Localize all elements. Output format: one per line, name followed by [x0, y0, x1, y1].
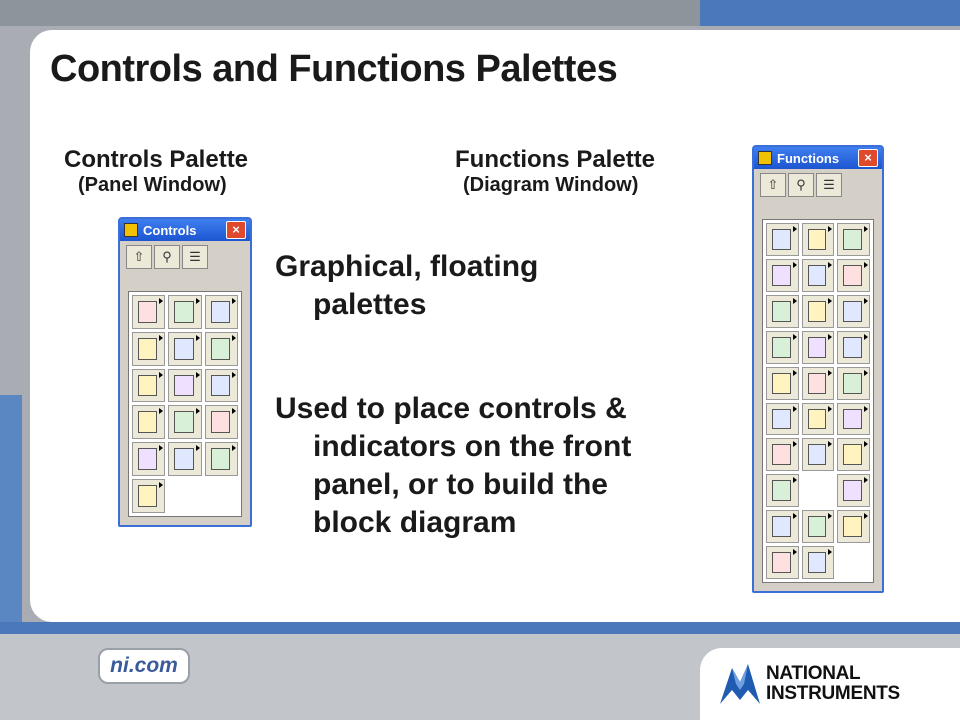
array-cluster-icon[interactable]	[132, 332, 165, 366]
fpga-icon[interactable]	[802, 546, 835, 579]
time-dialog-icon[interactable]	[802, 295, 835, 328]
user-libraries-icon[interactable]	[837, 474, 870, 507]
boolean-controls-icon[interactable]	[168, 295, 201, 329]
top-bar-accent	[700, 0, 960, 26]
activex-icon[interactable]	[205, 405, 238, 439]
functions-window-title: Functions	[777, 150, 840, 166]
bullet-2	[275, 390, 725, 542]
classic-controls-icon[interactable]	[168, 405, 201, 439]
analyze-icon[interactable]	[837, 331, 870, 364]
decorations-icon[interactable]	[132, 442, 165, 476]
database-icon[interactable]	[802, 510, 835, 543]
ni-brand-text	[766, 664, 900, 704]
bullet-1-line2: palettes	[313, 288, 427, 321]
ni-brand-line2: INSTRUMENTS	[766, 683, 900, 704]
controls-grid	[128, 291, 242, 517]
bullet-1	[275, 248, 725, 324]
functions-heading-text: Functions Palette	[455, 146, 656, 173]
controls-palette-window[interactable]	[118, 217, 252, 527]
list-table-icon[interactable]	[168, 332, 201, 366]
waveform-icon[interactable]	[802, 331, 835, 364]
empty-cell	[205, 479, 238, 513]
instrument-io-icon[interactable]	[766, 367, 799, 400]
dialog-controls-icon[interactable]	[132, 405, 165, 439]
io-icon[interactable]	[168, 369, 201, 403]
array-functions-icon[interactable]	[802, 259, 835, 292]
application-control-icon[interactable]	[766, 510, 799, 543]
bullet-2-line1: Used to place controls &	[275, 392, 627, 425]
communication-icon[interactable]	[802, 403, 835, 436]
real-time-icon[interactable]	[766, 546, 799, 579]
ring-enum-icon[interactable]	[132, 369, 165, 403]
string-path-icon[interactable]	[205, 295, 238, 329]
controls-toolbar	[120, 241, 250, 273]
up-arrow-icon[interactable]: ⇧	[760, 173, 786, 197]
empty-cell	[168, 479, 201, 513]
palette-icon	[124, 223, 138, 237]
bullet-2-line2: indicators on the front	[313, 430, 632, 463]
select-control-icon[interactable]	[168, 442, 201, 476]
select-vi-icon[interactable]	[766, 474, 799, 507]
internet-controls-icon[interactable]	[132, 479, 165, 513]
search-icon[interactable]: ⚲	[154, 245, 180, 269]
empty-cell	[837, 546, 870, 579]
graph-icon[interactable]	[205, 332, 238, 366]
controls-heading-text: Controls Palette	[64, 146, 249, 173]
up-arrow-icon[interactable]: ⇧	[126, 245, 152, 269]
file-io-icon[interactable]	[837, 295, 870, 328]
string-functions-icon[interactable]	[766, 259, 799, 292]
functions-palette-heading	[455, 146, 655, 197]
page-title: Controls and Functions Palettes	[50, 48, 618, 90]
report-generation-icon[interactable]	[802, 438, 835, 471]
numeric-controls-icon[interactable]	[132, 295, 165, 329]
bottom-accent-strip	[0, 622, 960, 634]
functions-subheading: (Diagram Window)	[463, 174, 639, 196]
nicom-link[interactable]: ni.com	[98, 648, 190, 684]
comparison-icon[interactable]	[766, 295, 799, 328]
tutorial-icon[interactable]	[766, 438, 799, 471]
functions-grid	[762, 219, 874, 583]
options-icon[interactable]: ☰	[816, 173, 842, 197]
functions-title-bar[interactable]	[754, 147, 882, 169]
ni-brand-line1: NATIONAL	[766, 663, 861, 684]
ni-eagle-logo-icon	[718, 660, 762, 706]
boolean-functions-icon[interactable]	[837, 223, 870, 256]
empty-cell	[802, 474, 835, 507]
controls-title-bar[interactable]	[120, 219, 250, 241]
refnum-icon[interactable]	[205, 369, 238, 403]
bullet-1-line1: Graphical, floating	[275, 250, 539, 283]
sound-icon[interactable]	[837, 403, 870, 436]
functions-palette-window[interactable]	[752, 145, 884, 593]
search-icon[interactable]: ⚲	[788, 173, 814, 197]
bullet-2-line3: panel, or to build the	[313, 468, 608, 501]
user-controls-icon[interactable]	[205, 442, 238, 476]
close-icon[interactable]: ×	[226, 221, 246, 239]
structures-icon[interactable]	[766, 223, 799, 256]
data-acquisition-icon[interactable]	[766, 331, 799, 364]
signal-processing-icon[interactable]	[766, 403, 799, 436]
palette-icon	[758, 151, 772, 165]
functions-toolbar	[754, 169, 882, 201]
mathematics-icon[interactable]	[837, 367, 870, 400]
bullet-2-line4: block diagram	[313, 506, 517, 539]
controls-palette-heading	[64, 146, 248, 197]
close-icon[interactable]: ×	[858, 149, 878, 167]
controls-window-title: Controls	[143, 222, 197, 238]
controls-subheading: (Panel Window)	[78, 174, 227, 196]
options-icon[interactable]: ☰	[182, 245, 208, 269]
internet-functions-icon[interactable]	[837, 510, 870, 543]
left-accent-bar	[0, 395, 22, 625]
motion-vision-icon[interactable]	[802, 367, 835, 400]
cluster-functions-icon[interactable]	[837, 259, 870, 292]
numeric-functions-icon[interactable]	[802, 223, 835, 256]
advanced-icon[interactable]	[837, 438, 870, 471]
